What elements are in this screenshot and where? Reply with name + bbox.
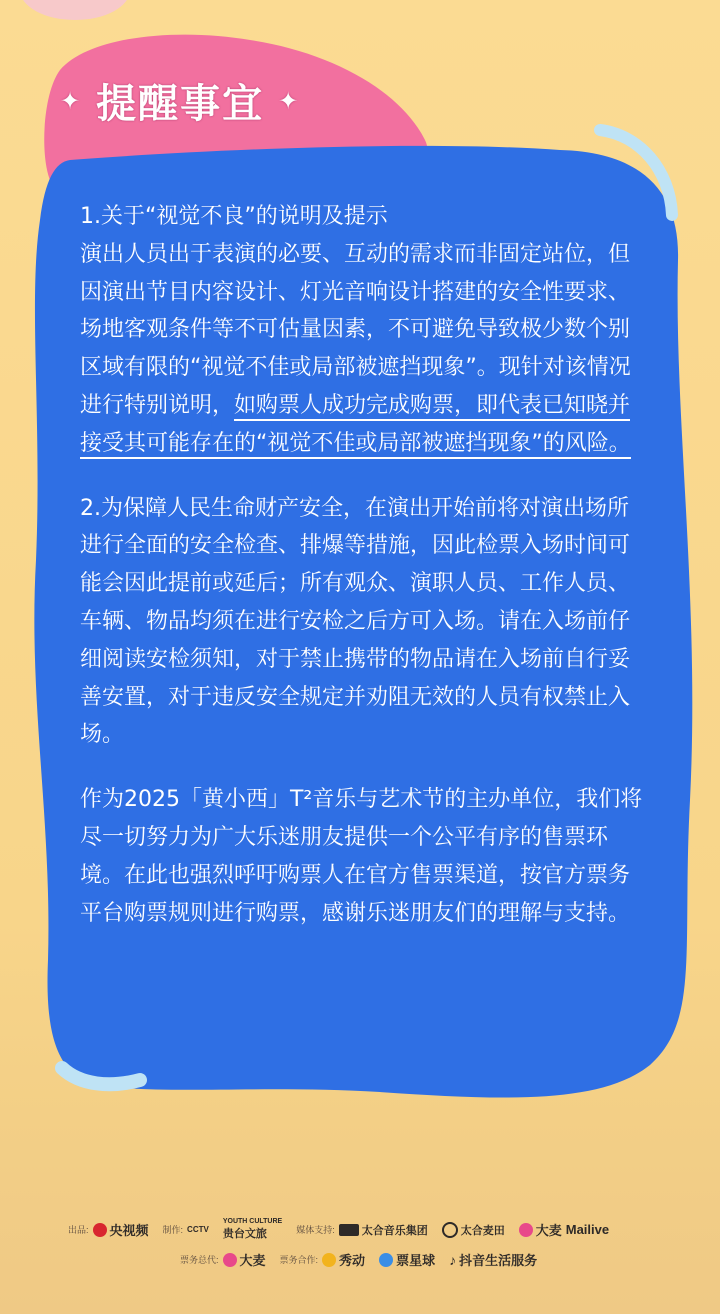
notice-content bbox=[80, 198, 650, 932]
support-logo-4: Mailive bbox=[565, 1222, 610, 1237]
sparkle-icon: ✦ bbox=[60, 86, 83, 115]
section-3-body: 作为2025「黄小西」T²音乐与艺术节的主办单位，我们将尽一切努力为广大乐迷朋友提供一个公平有序的售票环境。在此也强烈呼吁购票人在官方售票渠道，按官方票务平台购票规则进行购票，感谢乐迷朋友们的理解与支持。 bbox=[80, 787, 643, 926]
piaoxingqiu-icon bbox=[379, 1253, 393, 1267]
support-logo-3: 大麦 bbox=[519, 1220, 562, 1239]
coop-logo-1: 秀动 bbox=[322, 1250, 365, 1269]
maker-logo-1: CCTV bbox=[187, 1225, 209, 1234]
maker-logo-2: YOUTH CULTURE 贵台文旅 bbox=[222, 1218, 283, 1240]
section-1-heading: 1.关于“视觉不良”的说明及提示 bbox=[80, 204, 388, 229]
cctv-video-icon bbox=[93, 1223, 107, 1237]
section-2-body: 2.为保障人民生命财产安全，在演出开始前将对演出场所进行全面的安全检查、排爆等措施，因此检票入场时间可能会因此提前或延后；所有观众、演职人员、工作人员、车辆、物品均须在进行安检之后方可入场。请在入场前仔细阅读安检须知，对于禁止携带的物品请在入场前自行妥善安置，对于违反安全规定并劝阻无效的人员有权禁止入场。 bbox=[80, 495, 631, 748]
title-text: 提醒事宜 bbox=[96, 81, 265, 127]
producer-logo: 央视频 bbox=[93, 1220, 149, 1239]
support-logo-2: 太合麦田 bbox=[442, 1222, 505, 1238]
ticket-label: 票务总代: bbox=[180, 1254, 219, 1265]
section-1-text: 演出人员出于表演的必要、互动的需求而非固定站位，但因演出节目内容设计、灯光音响设计搭建的安全性要求、场地客观条件等不可估量因素，不可避免导致极少数个别区域有限的“视觉不佳或局部被遮挡现象”。现针对该情况进行特别说明， bbox=[80, 241, 631, 418]
maker-label: 制作: bbox=[162, 1224, 184, 1235]
sponsor-row-2 bbox=[180, 1250, 551, 1269]
damai-icon bbox=[223, 1253, 237, 1267]
damai-icon bbox=[519, 1223, 533, 1237]
section-1-body bbox=[80, 236, 650, 463]
sponsor-row-1 bbox=[68, 1218, 623, 1241]
support-logo-1: 太合音乐集团 bbox=[339, 1222, 428, 1238]
taihe-icon bbox=[339, 1224, 359, 1236]
producer-label: 出品: bbox=[68, 1224, 89, 1235]
sparkle-icon: ✦ bbox=[278, 86, 301, 115]
coop-label: 票务合作: bbox=[279, 1254, 319, 1265]
showstart-icon bbox=[322, 1253, 336, 1267]
ticket-logo: 大麦 bbox=[223, 1250, 266, 1269]
maitian-icon bbox=[442, 1222, 458, 1238]
coop-logo-3: ♪ 抖音生活服务 bbox=[449, 1251, 538, 1268]
section-1-underlined: 如购票人成功完成购票，即代表已知晓并接受其可能存在的“视觉不佳或局部被遮挡现象”的风险。 bbox=[80, 393, 631, 459]
page-title bbox=[60, 72, 300, 129]
coop-logo-2: 票星球 bbox=[379, 1250, 435, 1269]
douyin-icon: ♪ bbox=[449, 1251, 457, 1268]
support-label: 媒体支持: bbox=[296, 1224, 335, 1235]
